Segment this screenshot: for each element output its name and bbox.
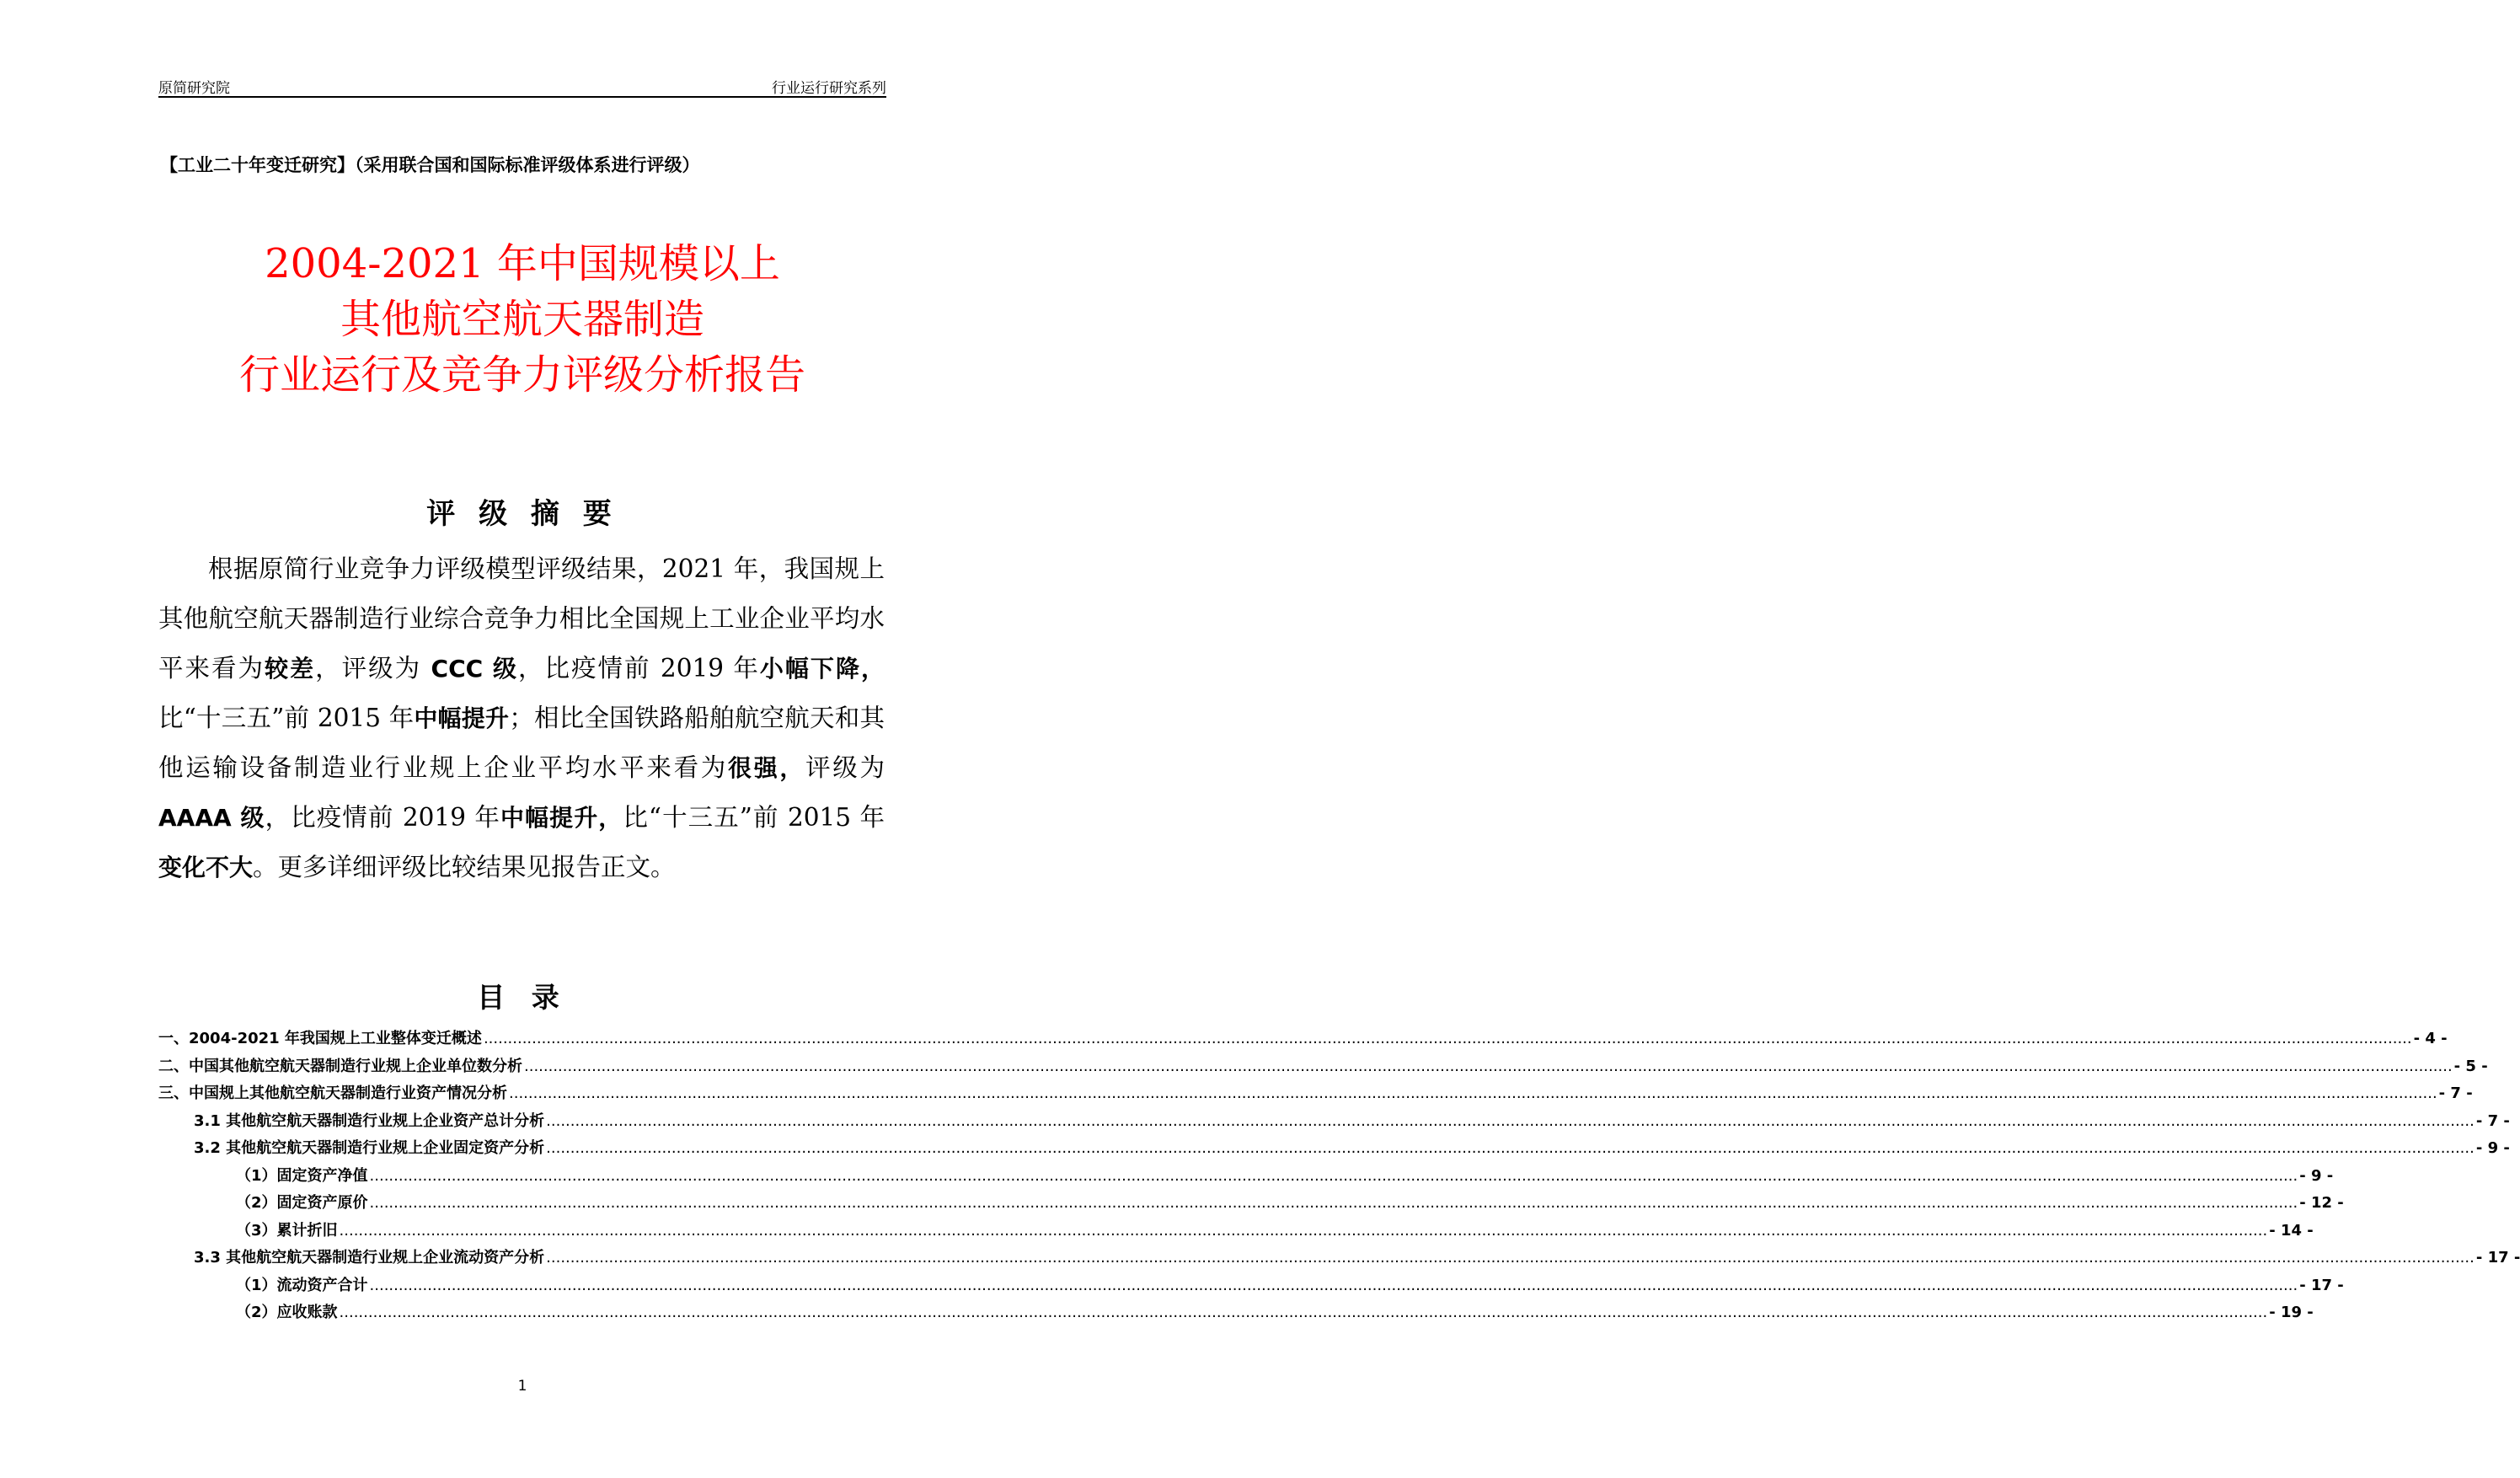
report-title-line-1: 2004-2021 年中国规模以上 xyxy=(265,240,780,287)
toc-entry-label: （1）流动资产合计 xyxy=(236,1276,368,1294)
toc-dot-leader: ................................................................................................................................................................................................................................................................................................................................................................................................................ xyxy=(369,1276,2298,1294)
summary-segment: 评级为 xyxy=(805,753,885,782)
toc-entry-label: 3.1 其他航空航天器制造行业规上企业资产总计分析 xyxy=(194,1111,545,1130)
summary-segment: 比“十三五”前 2015 年 xyxy=(623,803,885,832)
toc-entry[interactable] xyxy=(158,1164,2334,1192)
toc-entry-page: - 17 - xyxy=(2475,1249,2520,1266)
table-of-contents xyxy=(158,1026,2520,1328)
summary-emphasis: 很强， xyxy=(728,754,806,782)
toc-entry[interactable] xyxy=(158,1081,2473,1109)
toc-dot-leader: ................................................................................................................................................................................................................................................................................................................................................................................................................ xyxy=(339,1221,2268,1240)
toc-dot-leader: ................................................................................................................................................................................................................................................................................................................................................................................................................ xyxy=(369,1166,2298,1185)
toc-entry-label: 3.3 其他航空航天器制造行业规上企业流动资产分析 xyxy=(194,1249,545,1266)
toc-entry-label: 一、2004-2021 年我国规上工业整体变迁概述 xyxy=(158,1030,482,1047)
summary-segment: 。更多详细评级比较结果见报告正文。 xyxy=(253,853,676,881)
toc-dot-leader: ................................................................................................................................................................................................................................................................................................................................................................................................................ xyxy=(339,1304,2268,1321)
toc-entry[interactable] xyxy=(158,1054,2488,1082)
toc-entry-label: 二、中国其他航空航天器制造行业规上企业单位数分析 xyxy=(158,1057,522,1075)
toc-entry[interactable] xyxy=(158,1273,2344,1301)
summary-emphasis: 变化不大 xyxy=(158,854,254,881)
toc-entry[interactable] xyxy=(158,1218,2314,1246)
summary-emphasis: 较差 xyxy=(265,655,316,683)
toc-entry-page: - 12 - xyxy=(2299,1194,2344,1212)
summary-segment: ，评级为 xyxy=(315,654,431,683)
summary-emphasis: CCC 级 xyxy=(431,655,518,683)
summary-segment: 比“十三五”前 2015 年 xyxy=(158,704,415,732)
report-title-line-2: 其他航空航天器制造 xyxy=(340,296,704,343)
toc-entry[interactable] xyxy=(158,1109,2510,1137)
page-number: 1 xyxy=(517,1378,527,1395)
summary-segment: ；相比全国铁路船舶航空航天和其他运输设备制造业行业规上企业平均水平来看为 xyxy=(158,704,885,782)
toc-entry-page: - 7 - xyxy=(2438,1084,2473,1102)
summary-heading: 评 级 摘 要 xyxy=(426,497,618,531)
toc-dot-leader: ................................................................................................................................................................................................................................................................................................................................................................................................................ xyxy=(524,1057,2453,1075)
toc-entry-page: - 5 - xyxy=(2453,1057,2488,1075)
toc-dot-leader: ................................................................................................................................................................................................................................................................................................................................................................................................................ xyxy=(546,1139,2475,1157)
header-left-org: 原简研究院 xyxy=(158,80,230,97)
toc-entry[interactable] xyxy=(158,1026,2448,1054)
toc-entry-label: 三、中国规上其他航空航天器制造行业资产情况分析 xyxy=(158,1084,507,1102)
toc-dot-leader: ................................................................................................................................................................................................................................................................................................................................................................................................................ xyxy=(509,1084,2437,1102)
toc-entry-label: 3.2 其他航空航天器制造行业规上企业固定资产分析 xyxy=(194,1139,545,1157)
toc-entry-page: - 9 - xyxy=(2299,1166,2334,1185)
series-subtitle: 【工业二十年变迁研究】（采用联合国和国际标准评级体系进行评级） xyxy=(160,155,700,175)
toc-entry-label: （2）应收账款 xyxy=(236,1304,338,1321)
summary-segment: ，比疫情前 2019 年 xyxy=(265,803,500,832)
summary-paragraph xyxy=(158,544,885,892)
toc-entry-page: - 7 - xyxy=(2475,1111,2510,1130)
report-title-line-3: 行业运行及竞争力评级分析报告 xyxy=(238,351,805,399)
toc-dot-leader: ................................................................................................................................................................................................................................................................................................................................................................................................................ xyxy=(546,1249,2475,1266)
toc-entry[interactable] xyxy=(158,1136,2510,1164)
summary-segment: ，比疫情前 2019 年 xyxy=(517,654,760,683)
toc-entry-page: - 17 - xyxy=(2299,1276,2344,1294)
toc-entry-label: （2）固定资产原价 xyxy=(236,1194,368,1212)
toc-entry-label: （3）累计折旧 xyxy=(236,1221,338,1240)
summary-segment: 根据原简行业竞争力评级模型评级结果，2021 年，我国规上其他航空航天器制造行业综合竞争力相比全国规上工业企业平均水平来看为 xyxy=(158,554,885,683)
page-header xyxy=(158,74,886,98)
toc-entry[interactable] xyxy=(158,1245,2520,1273)
toc-dot-leader: ................................................................................................................................................................................................................................................................................................................................................................................................................ xyxy=(483,1030,2412,1047)
toc-entry[interactable] xyxy=(158,1300,2314,1328)
toc-entry-page: - 19 - xyxy=(2269,1304,2314,1321)
header-right-series: 行业运行研究系列 xyxy=(772,80,886,97)
toc-entry[interactable] xyxy=(158,1191,2344,1218)
toc-heading: 目 录 xyxy=(477,981,568,1014)
toc-entry-label: （1）固定资产净值 xyxy=(236,1166,368,1185)
toc-entry-page: - 9 - xyxy=(2475,1139,2510,1157)
toc-entry-page: - 14 - xyxy=(2269,1221,2314,1240)
summary-emphasis: 中幅提升 xyxy=(414,704,510,732)
report-title xyxy=(126,236,918,403)
summary-emphasis: 中幅提升， xyxy=(500,804,623,832)
summary-emphasis: AAAA 级 xyxy=(158,804,265,832)
toc-entry-page: - 4 - xyxy=(2413,1030,2448,1047)
summary-emphasis: 小幅下降， xyxy=(759,655,885,683)
toc-dot-leader: ................................................................................................................................................................................................................................................................................................................................................................................................................ xyxy=(546,1111,2475,1130)
summary-text xyxy=(158,544,885,892)
toc-dot-leader: ................................................................................................................................................................................................................................................................................................................................................................................................................ xyxy=(369,1194,2298,1212)
